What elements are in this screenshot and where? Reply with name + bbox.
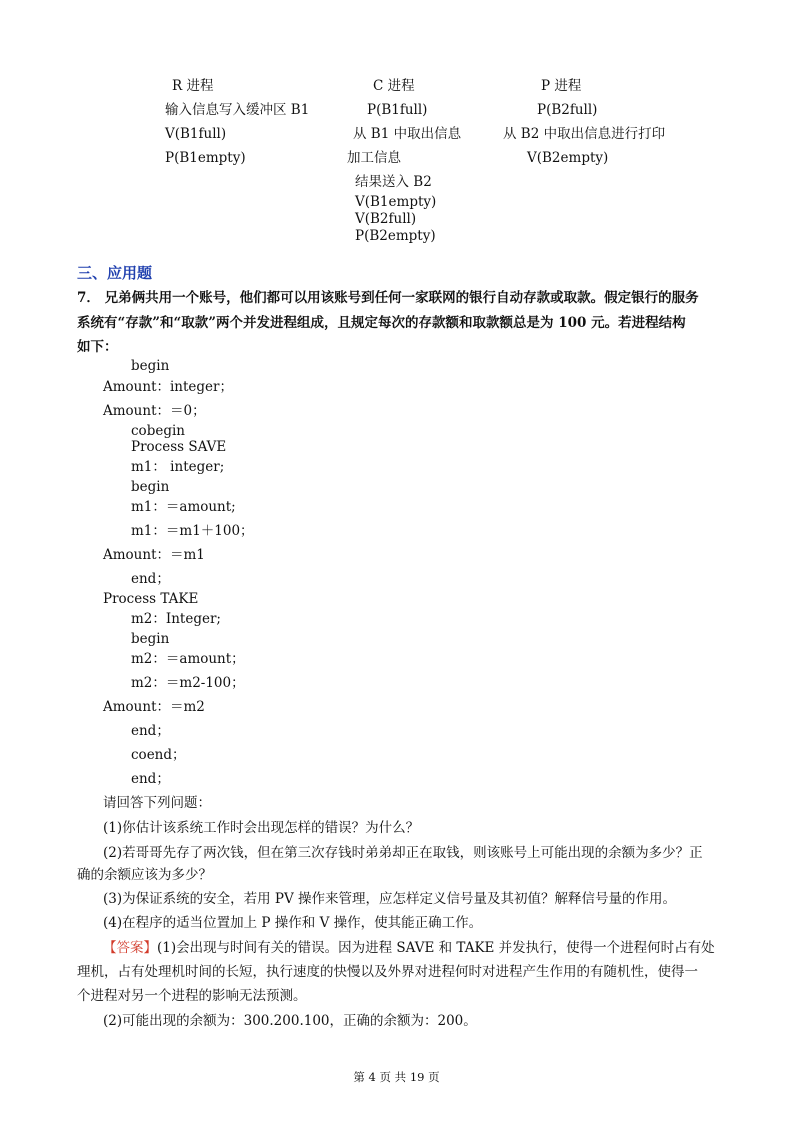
code-line: end； (131, 723, 170, 739)
question-line: 7． 兄弟俩共用一个账号，他们都可以用该账号到任何一家联网的银行自动存款或取款。假定银行的服务 (77, 290, 699, 306)
c-process-step: P(B1full) (367, 102, 428, 118)
r-process-step: P(B1empty) (165, 150, 246, 166)
p-process-step: 从 B2 中取出信息进行打印 (503, 126, 666, 142)
r-process-step: V(B1full) (165, 126, 227, 142)
code-line: m1： integer; (131, 459, 225, 475)
section-heading: 三、应用题 (77, 264, 153, 282)
p-process-title: P 进程 (541, 78, 582, 94)
sub-question: (3)为保证系统的安全，若用 PV 操作来管理，应怎样定义信号量及其初值？解释信号量的作用。 (103, 891, 677, 907)
code-line: begin (131, 479, 170, 495)
question-line: 如下： (77, 339, 118, 355)
p-process-step: V(B2empty) (527, 150, 609, 166)
r-process-step: 输入信息写入缓冲区 B1 (165, 102, 310, 118)
c-process-step: 结果送入 B2 (355, 174, 432, 190)
answer-text: (1)会出现与时间有关的错误。因为进程 SAVE 和 TAKE 并发执行，使得一个进程何时占有处 (157, 940, 715, 956)
page-footer: 第 4 页 共 19 页 (353, 1070, 440, 1084)
code-line: end； (131, 771, 170, 787)
code-line: cobegin (131, 423, 185, 439)
code-line: m2：Integer; (131, 611, 221, 627)
answer-line: 个进程对另一个进程的影响无法预测。 (77, 988, 307, 1004)
code-line: m1：＝amount; (131, 499, 236, 515)
p-process-step: P(B2full) (537, 102, 598, 118)
c-process-step: 从 B1 中取出信息 (353, 126, 462, 142)
question-line: 系统有“存款”和“取款”两个并发进程组成，且规定每次的存款额和取款额总是为 100 元。若进程结构 (77, 315, 686, 331)
c-process-title: C 进程 (373, 78, 415, 94)
code-line: m2：＝m2-100； (131, 675, 245, 691)
sub-question: (2)若哥哥先存了两次钱，但在第三次存钱时弟弟却正在取钱，则该账号上可能出现的余额为多少？正 (103, 845, 703, 861)
r-process-title: R 进程 (172, 78, 214, 94)
answer-line (103, 942, 715, 956)
prompt-text: 请回答下列问题： (103, 795, 211, 811)
c-process-step: V(B2full) (355, 211, 417, 227)
c-process-step: P(B2empty) (355, 228, 436, 244)
code-line: begin (131, 358, 170, 374)
code-line: m1：＝m1＋100； (131, 523, 254, 539)
code-line: coend； (131, 747, 186, 763)
code-line: Amount：＝m2 (103, 699, 205, 715)
answer-line: 理机，占有处理机时间的长短，执行速度的快慢以及外界对进程何时对进程产生作用的有随机性，使得一 (77, 964, 698, 980)
answer-line: (2)可能出现的余额为：300.200.100，正确的余额为：200。 (103, 1013, 477, 1029)
c-process-step: 加工信息 (347, 150, 401, 166)
code-line: begin (131, 631, 170, 647)
code-line: end； (131, 571, 170, 587)
code-line: m2：＝amount； (131, 651, 245, 667)
sub-question: (4)在程序的适当位置加上 P 操作和 V 操作，使其能正确工作。 (103, 915, 483, 931)
code-line: Amount：＝m1 (103, 547, 205, 563)
code-line: Amount：integer； (103, 379, 234, 395)
sub-question: (1)你估计该系统工作时会出现怎样的错误？为什么？ (103, 820, 420, 836)
code-line: Amount：＝0； (103, 403, 206, 419)
code-line: Process TAKE (103, 591, 199, 607)
code-line: Process SAVE (131, 439, 227, 455)
c-process-step: V(B1empty) (355, 194, 437, 210)
sub-question: 确的余额应该为多少？ (77, 867, 212, 883)
answer-tag: 【答案】 (103, 940, 157, 956)
